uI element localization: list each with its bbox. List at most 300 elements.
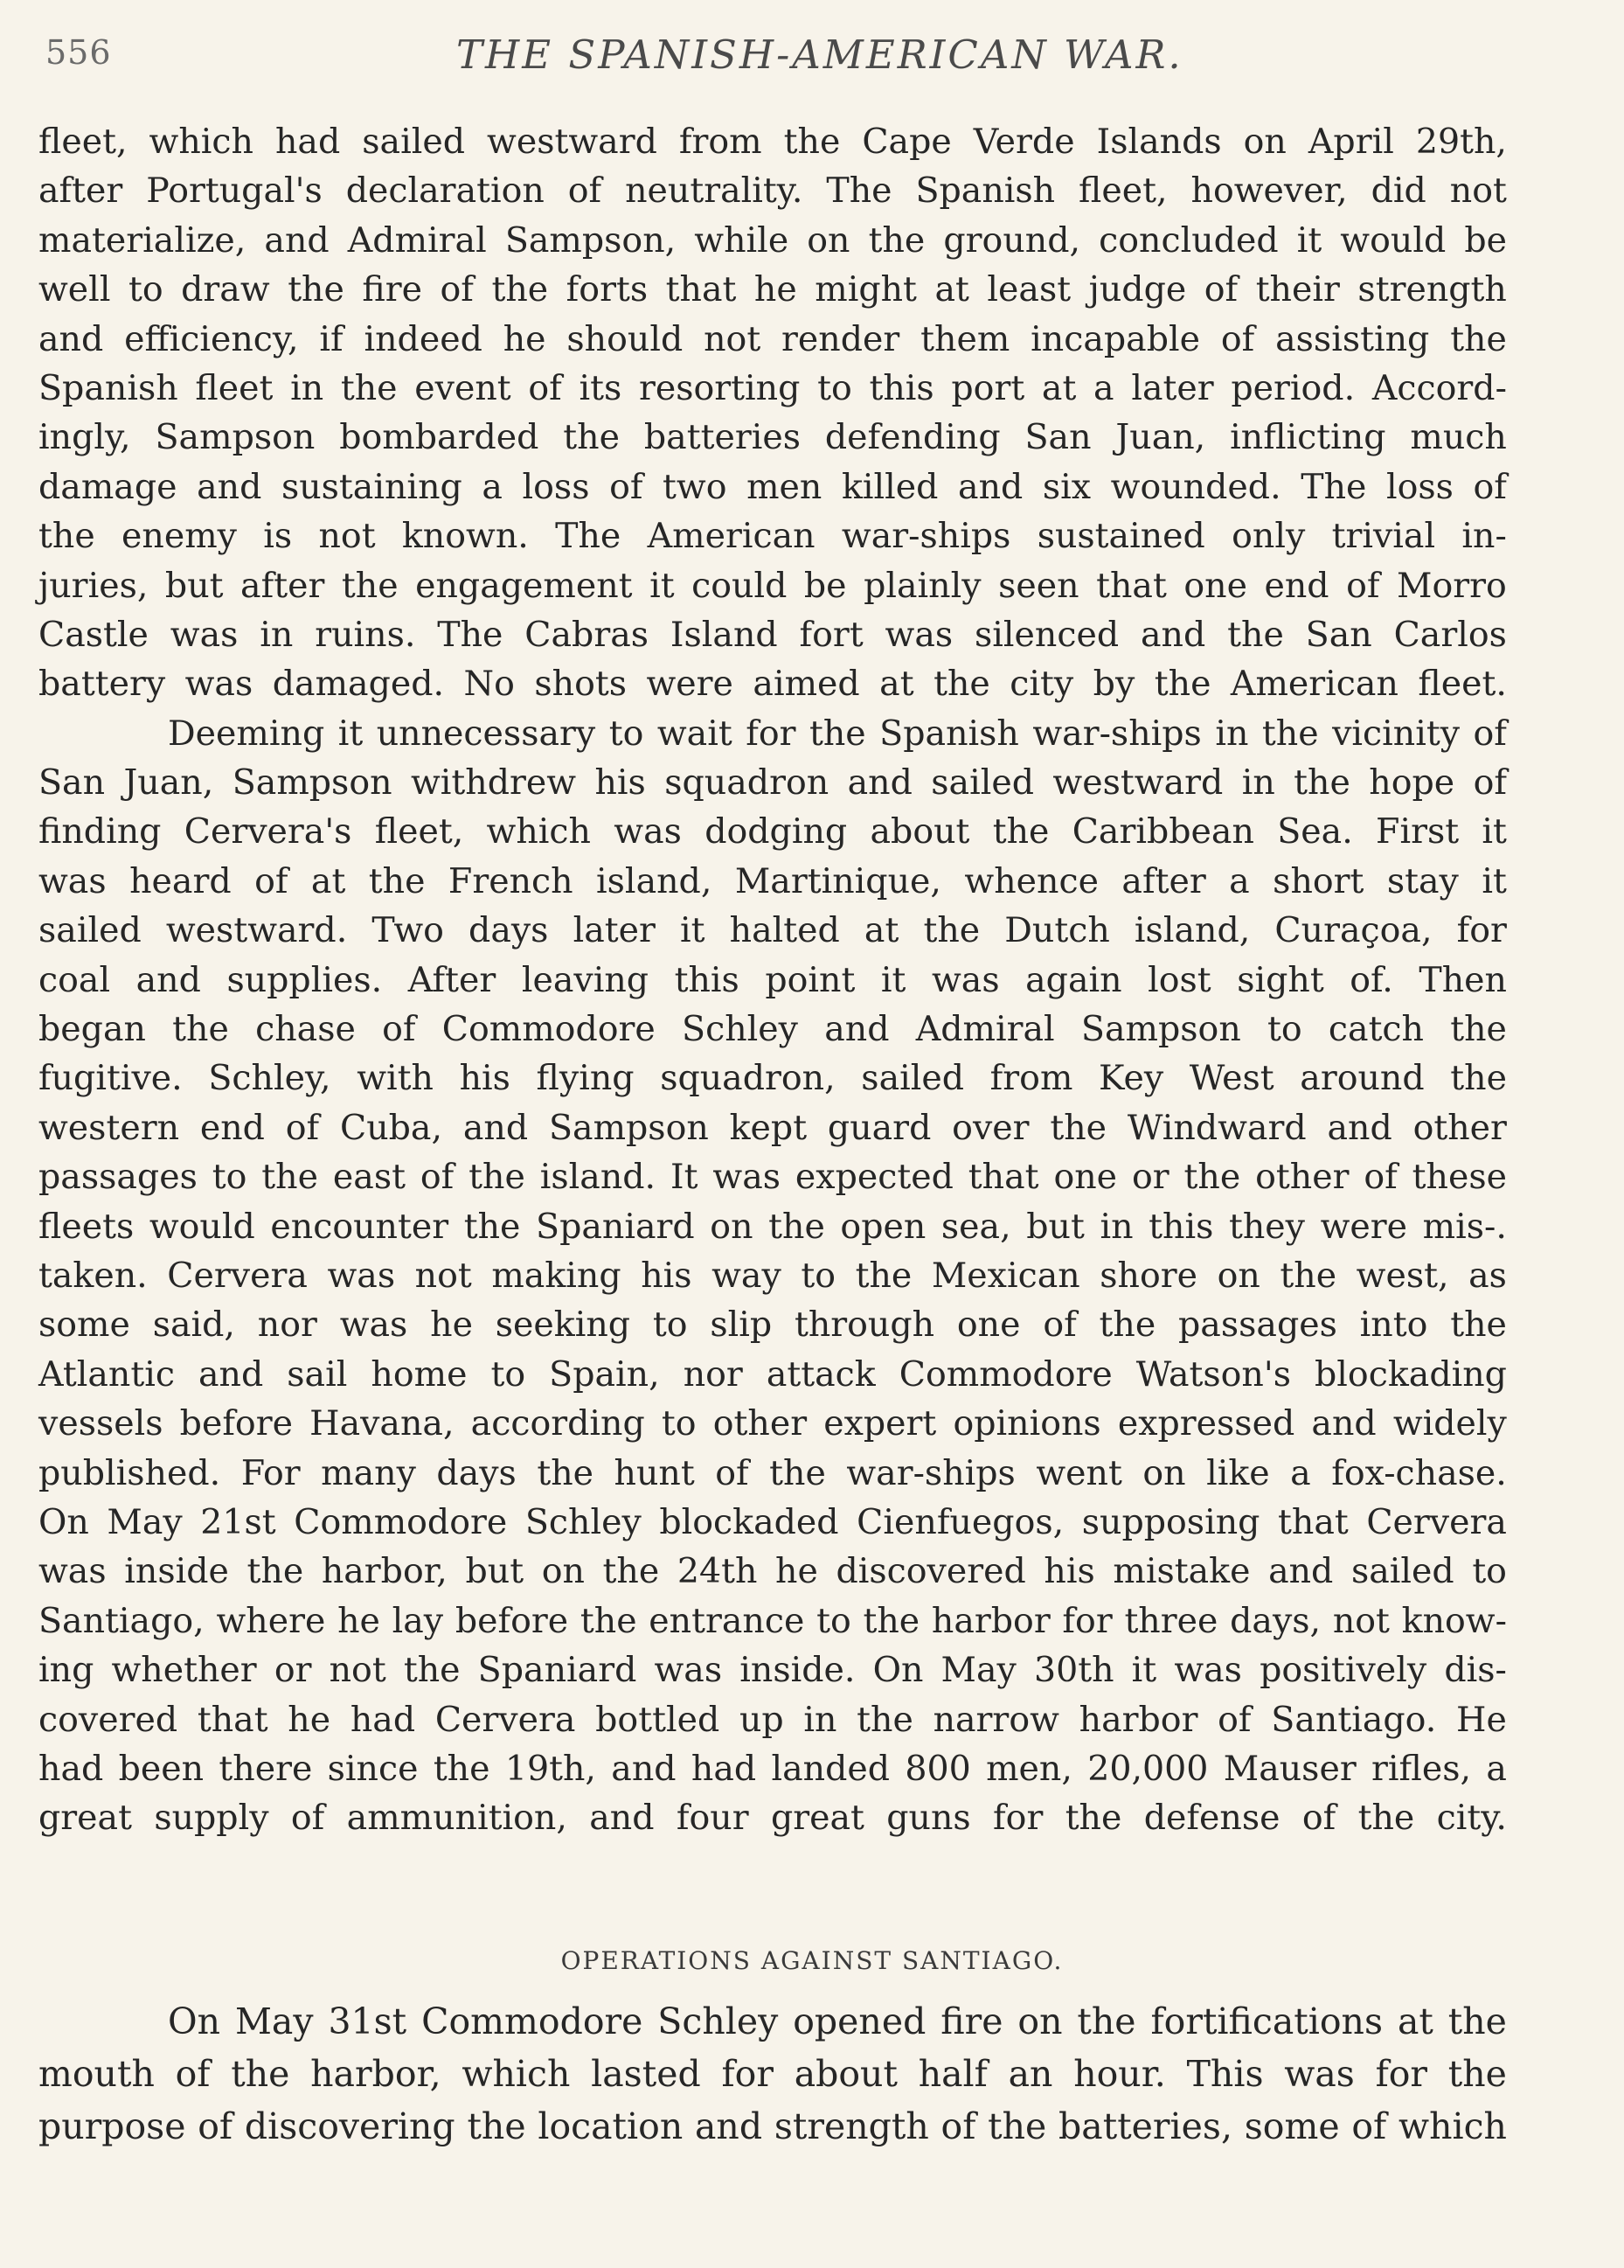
word: Verde bbox=[973, 122, 1075, 162]
text-line bbox=[38, 1547, 1507, 1596]
word: at bbox=[934, 269, 969, 310]
word: Commodore bbox=[899, 1353, 1113, 1395]
word: May bbox=[107, 1501, 183, 1542]
word: had bbox=[38, 1748, 104, 1789]
word: he bbox=[288, 1699, 331, 1740]
word: but bbox=[1026, 1206, 1085, 1247]
word: sailed bbox=[931, 762, 1035, 804]
word: one bbox=[956, 1304, 1021, 1346]
word: wait bbox=[656, 713, 732, 754]
text-line bbox=[38, 1399, 1507, 1448]
word: should bbox=[566, 318, 684, 359]
word: On bbox=[872, 1650, 924, 1691]
word: is bbox=[263, 516, 293, 557]
word: home bbox=[371, 1353, 468, 1395]
word: the bbox=[261, 1157, 318, 1198]
word: point bbox=[765, 959, 856, 1000]
word: and bbox=[694, 2105, 763, 2147]
word: hunt bbox=[614, 1452, 695, 1493]
word: on bbox=[1217, 1255, 1260, 1296]
word: Schley bbox=[657, 2000, 779, 2042]
word: sailed bbox=[1350, 1551, 1454, 1592]
text-line bbox=[38, 1744, 1507, 1793]
word: bottled bbox=[595, 1699, 720, 1740]
text-line bbox=[38, 117, 1507, 166]
word: guard bbox=[827, 1107, 932, 1148]
word: Juan, bbox=[123, 762, 214, 804]
word: later bbox=[1131, 367, 1214, 408]
word: into bbox=[1359, 1304, 1428, 1346]
word: landed bbox=[771, 1748, 891, 1789]
word: Key bbox=[1099, 1058, 1164, 1099]
word: 31st bbox=[328, 2000, 407, 2042]
word: to bbox=[212, 1157, 247, 1198]
word: the bbox=[1447, 2000, 1507, 2042]
word: the bbox=[246, 1551, 304, 1592]
word: men, bbox=[986, 1748, 1072, 1789]
word: of bbox=[198, 2105, 233, 2147]
word: about bbox=[794, 2053, 898, 2095]
word: the bbox=[1065, 1798, 1122, 1839]
word: Schley bbox=[682, 1009, 798, 1050]
word: wounded. bbox=[1110, 466, 1281, 507]
word: again bbox=[1025, 959, 1122, 1000]
word: Spain, bbox=[549, 1353, 660, 1395]
word: batteries bbox=[643, 417, 801, 458]
word: was bbox=[885, 614, 954, 655]
word: strength bbox=[774, 2105, 929, 2147]
word: might bbox=[815, 269, 917, 310]
word: harbor, bbox=[310, 2053, 441, 2095]
word: damage bbox=[38, 466, 177, 507]
word: and bbox=[198, 1353, 264, 1395]
word: the bbox=[1294, 762, 1350, 804]
word: had bbox=[274, 122, 341, 162]
word: widely bbox=[1392, 1403, 1507, 1444]
paragraph-3 bbox=[38, 1995, 1507, 2153]
word: through bbox=[794, 1304, 935, 1346]
word: Santiago, bbox=[38, 1600, 205, 1641]
word: way bbox=[711, 1255, 781, 1296]
word: were bbox=[646, 664, 733, 705]
text-line bbox=[38, 1152, 1507, 1201]
word: narrow bbox=[933, 1699, 1059, 1740]
word: silenced bbox=[975, 614, 1120, 655]
word: his bbox=[594, 762, 646, 804]
word: his bbox=[641, 1255, 692, 1296]
word: of bbox=[1473, 466, 1507, 507]
word: of bbox=[1364, 1157, 1398, 1198]
word: was bbox=[184, 664, 253, 705]
word: the bbox=[580, 1600, 637, 1641]
word: to bbox=[1267, 1009, 1302, 1050]
word: was bbox=[327, 1255, 396, 1296]
word: to bbox=[1472, 1551, 1507, 1592]
text-line bbox=[38, 265, 1507, 314]
word: was bbox=[614, 811, 682, 852]
word: it bbox=[337, 713, 364, 754]
word: and bbox=[847, 762, 913, 804]
word: the bbox=[1450, 1009, 1507, 1050]
word: since bbox=[327, 1748, 419, 1789]
page-header bbox=[45, 30, 1523, 82]
word: said, bbox=[152, 1304, 235, 1346]
word: or bbox=[274, 1650, 312, 1691]
word: It bbox=[670, 1157, 698, 1198]
word: was bbox=[38, 1551, 107, 1592]
word: not bbox=[1332, 1600, 1390, 1641]
word: ingly, bbox=[38, 417, 131, 458]
word: plainly bbox=[864, 565, 982, 606]
word: engagement bbox=[415, 565, 633, 606]
word: of bbox=[1204, 269, 1239, 310]
text-line bbox=[38, 315, 1507, 364]
word: that bbox=[665, 269, 737, 310]
word: rifles, bbox=[1371, 1748, 1472, 1789]
text-line bbox=[38, 1597, 1507, 1645]
word: forts bbox=[566, 269, 649, 310]
word: supply bbox=[154, 1798, 269, 1839]
word: would bbox=[149, 1206, 255, 1247]
word: purpose bbox=[38, 2105, 186, 2147]
word: and bbox=[958, 466, 1024, 507]
word: positively bbox=[1260, 1650, 1427, 1691]
word: Spanish bbox=[38, 367, 178, 408]
word: and bbox=[197, 466, 262, 507]
word: in bbox=[1215, 713, 1249, 754]
word: Juan, bbox=[1115, 417, 1206, 458]
word: fugitive. bbox=[38, 1058, 183, 1099]
word: the bbox=[368, 860, 426, 901]
word: the bbox=[1154, 664, 1211, 705]
word: not bbox=[318, 516, 376, 557]
word: the bbox=[288, 269, 344, 310]
word: ground, bbox=[943, 219, 1081, 261]
word: sustained bbox=[1037, 516, 1205, 557]
word: leaving bbox=[521, 959, 649, 1000]
word: the bbox=[783, 122, 841, 162]
word: westward. bbox=[165, 910, 348, 951]
word: Sea. bbox=[1277, 811, 1353, 852]
word: he bbox=[503, 318, 546, 359]
text-line bbox=[38, 2048, 1507, 2100]
word: the bbox=[988, 2105, 1047, 2147]
word: the bbox=[1227, 614, 1284, 655]
word: war-ships bbox=[841, 516, 1011, 557]
word: days bbox=[436, 1452, 517, 1493]
word: shore bbox=[1100, 1255, 1198, 1296]
word: of. bbox=[1350, 959, 1393, 1000]
word: east bbox=[332, 1157, 406, 1198]
word: The bbox=[1301, 466, 1367, 507]
word: the bbox=[340, 367, 398, 408]
word: concluded bbox=[1099, 219, 1279, 261]
word: of bbox=[1473, 762, 1507, 804]
word: of bbox=[1301, 1798, 1336, 1839]
text-line bbox=[38, 1449, 1507, 1498]
text-line bbox=[38, 1005, 1507, 1054]
word: the bbox=[1050, 1107, 1107, 1148]
word: his bbox=[459, 1058, 510, 1099]
word: fleet. bbox=[1418, 664, 1507, 705]
word: the bbox=[863, 1600, 920, 1641]
word: it bbox=[1482, 811, 1507, 852]
word: the bbox=[769, 1452, 826, 1493]
word: seen bbox=[998, 565, 1079, 606]
word: for bbox=[746, 713, 796, 754]
word: he bbox=[753, 269, 797, 310]
word: much bbox=[1410, 417, 1507, 458]
word: dodging bbox=[704, 811, 848, 852]
word: six bbox=[1042, 466, 1092, 507]
word: and bbox=[589, 1798, 655, 1839]
paragraph-2 bbox=[38, 709, 1507, 1843]
word: one bbox=[1053, 1157, 1118, 1198]
word: and bbox=[38, 318, 104, 359]
text-line bbox=[38, 1793, 1507, 1842]
running-title: THE SPANISH-AMERICAN WAR. bbox=[456, 31, 1183, 78]
word: supplies. bbox=[226, 959, 383, 1000]
text-line bbox=[38, 709, 1507, 758]
word: that bbox=[1278, 1501, 1349, 1542]
word: published. bbox=[38, 1452, 221, 1493]
word: only bbox=[1232, 516, 1306, 557]
page-number: 556 bbox=[45, 33, 112, 72]
word: shots bbox=[534, 664, 627, 705]
word: Sampson bbox=[232, 762, 392, 804]
word: making bbox=[491, 1255, 621, 1296]
word: he bbox=[337, 1600, 380, 1641]
word: whether bbox=[111, 1650, 257, 1691]
word: was bbox=[170, 614, 239, 655]
word: supposing bbox=[1081, 1501, 1260, 1542]
word: taken. bbox=[38, 1255, 148, 1296]
word: passages bbox=[38, 1157, 198, 1198]
word: and bbox=[1141, 614, 1206, 655]
word: location bbox=[538, 2105, 684, 2147]
word: later bbox=[573, 910, 656, 951]
word: 800 bbox=[905, 1748, 971, 1789]
word: damaged. bbox=[272, 664, 445, 705]
word: the bbox=[923, 910, 981, 951]
word: end bbox=[199, 1107, 265, 1148]
text-line bbox=[38, 1202, 1507, 1251]
word: that bbox=[968, 1157, 1039, 1198]
word: the bbox=[1450, 318, 1507, 359]
text-line bbox=[38, 758, 1507, 807]
word: for bbox=[1456, 910, 1507, 951]
word: island, bbox=[596, 860, 712, 901]
word: Commodore bbox=[294, 1501, 508, 1542]
word: on bbox=[1243, 122, 1287, 162]
word: three bbox=[1124, 1600, 1218, 1641]
word: up bbox=[739, 1699, 784, 1740]
word: of bbox=[940, 2105, 976, 2147]
word: whence bbox=[964, 860, 1099, 901]
word: blockaded bbox=[659, 1501, 839, 1542]
word: Cabras bbox=[524, 614, 649, 655]
word: The bbox=[437, 614, 503, 655]
word: days bbox=[468, 910, 549, 951]
word: May bbox=[234, 2000, 314, 2042]
word: San bbox=[38, 762, 106, 804]
word: The bbox=[555, 516, 621, 557]
word: a bbox=[1290, 1452, 1311, 1493]
word: sailed bbox=[362, 122, 466, 162]
word: opinions bbox=[953, 1403, 1101, 1444]
word: be bbox=[803, 565, 847, 606]
text-line bbox=[38, 364, 1507, 413]
word: and bbox=[135, 959, 201, 1000]
word: catch bbox=[1328, 1009, 1424, 1050]
word: attack bbox=[766, 1353, 876, 1395]
word: this bbox=[1149, 1206, 1214, 1247]
text-line bbox=[38, 659, 1507, 708]
word: at bbox=[1041, 367, 1077, 408]
word: discovering bbox=[244, 2105, 455, 2147]
word: Then bbox=[1419, 959, 1507, 1000]
word: the bbox=[1280, 1255, 1337, 1296]
word: entrance bbox=[649, 1600, 805, 1641]
word: mistake bbox=[1113, 1551, 1251, 1592]
word: the bbox=[868, 219, 926, 261]
word: Cienfuegos, bbox=[857, 1501, 1065, 1542]
word: would bbox=[1340, 219, 1447, 261]
word: expected bbox=[795, 1157, 954, 1198]
word: short bbox=[1273, 860, 1364, 901]
word: unnecessary bbox=[376, 713, 596, 754]
word: First bbox=[1376, 811, 1460, 852]
word: at bbox=[879, 664, 914, 705]
word: was bbox=[1284, 2053, 1355, 2095]
word: fleet, bbox=[1079, 170, 1168, 212]
word: the bbox=[491, 269, 549, 310]
word: Sampson bbox=[548, 1107, 709, 1148]
word: the bbox=[341, 565, 399, 606]
word: island. bbox=[539, 1157, 656, 1198]
word: opened bbox=[793, 2000, 927, 2042]
word: lost bbox=[1148, 959, 1211, 1000]
word: the bbox=[855, 1255, 913, 1296]
word: had bbox=[350, 1699, 416, 1740]
word: sail bbox=[287, 1353, 348, 1395]
word: the bbox=[768, 1206, 825, 1247]
text-line bbox=[38, 2100, 1507, 2153]
word: Cervera bbox=[434, 1699, 576, 1740]
word: he bbox=[430, 1304, 473, 1346]
word: defending bbox=[824, 417, 1001, 458]
word: know- bbox=[1401, 1600, 1507, 1641]
word: went bbox=[1036, 1452, 1122, 1493]
text-line bbox=[38, 610, 1507, 659]
word: of bbox=[715, 1452, 749, 1493]
word: on bbox=[1017, 2000, 1063, 2042]
word: that bbox=[1096, 565, 1167, 606]
word: like bbox=[1206, 1452, 1270, 1493]
word: of bbox=[290, 1798, 325, 1839]
word: He bbox=[1456, 1699, 1507, 1740]
word: if bbox=[319, 318, 344, 359]
text-line bbox=[38, 807, 1507, 856]
word: 21st bbox=[200, 1501, 276, 1542]
word: was bbox=[654, 1650, 723, 1691]
word: them bbox=[920, 318, 1010, 359]
word: over bbox=[952, 1107, 1030, 1148]
word: to bbox=[816, 1600, 851, 1641]
word: of bbox=[420, 1157, 455, 1198]
text-line bbox=[38, 413, 1507, 462]
text-line bbox=[38, 561, 1507, 610]
word: city. bbox=[1436, 1798, 1507, 1839]
word: nor bbox=[683, 1353, 743, 1395]
word: end bbox=[1264, 565, 1329, 606]
word: the bbox=[403, 1650, 461, 1691]
word: defense bbox=[1143, 1798, 1280, 1839]
word: Windward bbox=[1127, 1107, 1307, 1148]
word: and bbox=[611, 1748, 677, 1789]
word: and bbox=[264, 219, 330, 261]
word: a bbox=[1486, 1748, 1507, 1789]
word: of bbox=[1043, 1304, 1077, 1346]
word: their bbox=[1255, 269, 1340, 310]
word: these bbox=[1412, 1157, 1507, 1198]
word: West bbox=[1189, 1058, 1274, 1099]
word: of bbox=[1218, 1699, 1252, 1740]
word: harbor bbox=[931, 1600, 1051, 1641]
word: fire bbox=[362, 269, 423, 310]
text-line bbox=[38, 1995, 1507, 2048]
word: of bbox=[1346, 565, 1380, 606]
word: inside bbox=[124, 1551, 229, 1592]
word: some bbox=[38, 1304, 130, 1346]
word: the bbox=[433, 1748, 490, 1789]
word: sight bbox=[1237, 959, 1324, 1000]
word: it bbox=[1131, 1650, 1157, 1691]
word: On bbox=[168, 2000, 221, 2042]
word: in bbox=[803, 1699, 837, 1740]
word: in bbox=[290, 367, 324, 408]
word: resorting bbox=[638, 367, 801, 408]
word: ing bbox=[38, 1650, 94, 1691]
word: a bbox=[482, 466, 503, 507]
word: city bbox=[1010, 664, 1074, 705]
word: aimed bbox=[753, 664, 860, 705]
word: slip bbox=[710, 1304, 773, 1346]
word: loss bbox=[522, 466, 590, 507]
word: was bbox=[931, 959, 1000, 1000]
word: of bbox=[382, 1009, 416, 1050]
word: but bbox=[164, 565, 224, 606]
word: Schley bbox=[524, 1501, 642, 1542]
word: other bbox=[1412, 1107, 1507, 1148]
word: of bbox=[175, 2053, 211, 2095]
word: did bbox=[1371, 170, 1426, 212]
word: war-ships bbox=[846, 1452, 1016, 1493]
word: the bbox=[537, 1452, 594, 1493]
word: dis- bbox=[1444, 1650, 1507, 1691]
word: but bbox=[465, 1551, 524, 1592]
text-line bbox=[38, 857, 1507, 906]
word: After bbox=[407, 959, 496, 1000]
word: kept bbox=[729, 1107, 808, 1148]
word: Admiral bbox=[347, 219, 487, 261]
word: which bbox=[486, 811, 591, 852]
word: was bbox=[712, 1157, 781, 1198]
word: 30th bbox=[1033, 1650, 1114, 1691]
word: Caribbean bbox=[1072, 811, 1254, 852]
word: Cuba, bbox=[339, 1107, 443, 1148]
word: efficiency, bbox=[124, 318, 299, 359]
